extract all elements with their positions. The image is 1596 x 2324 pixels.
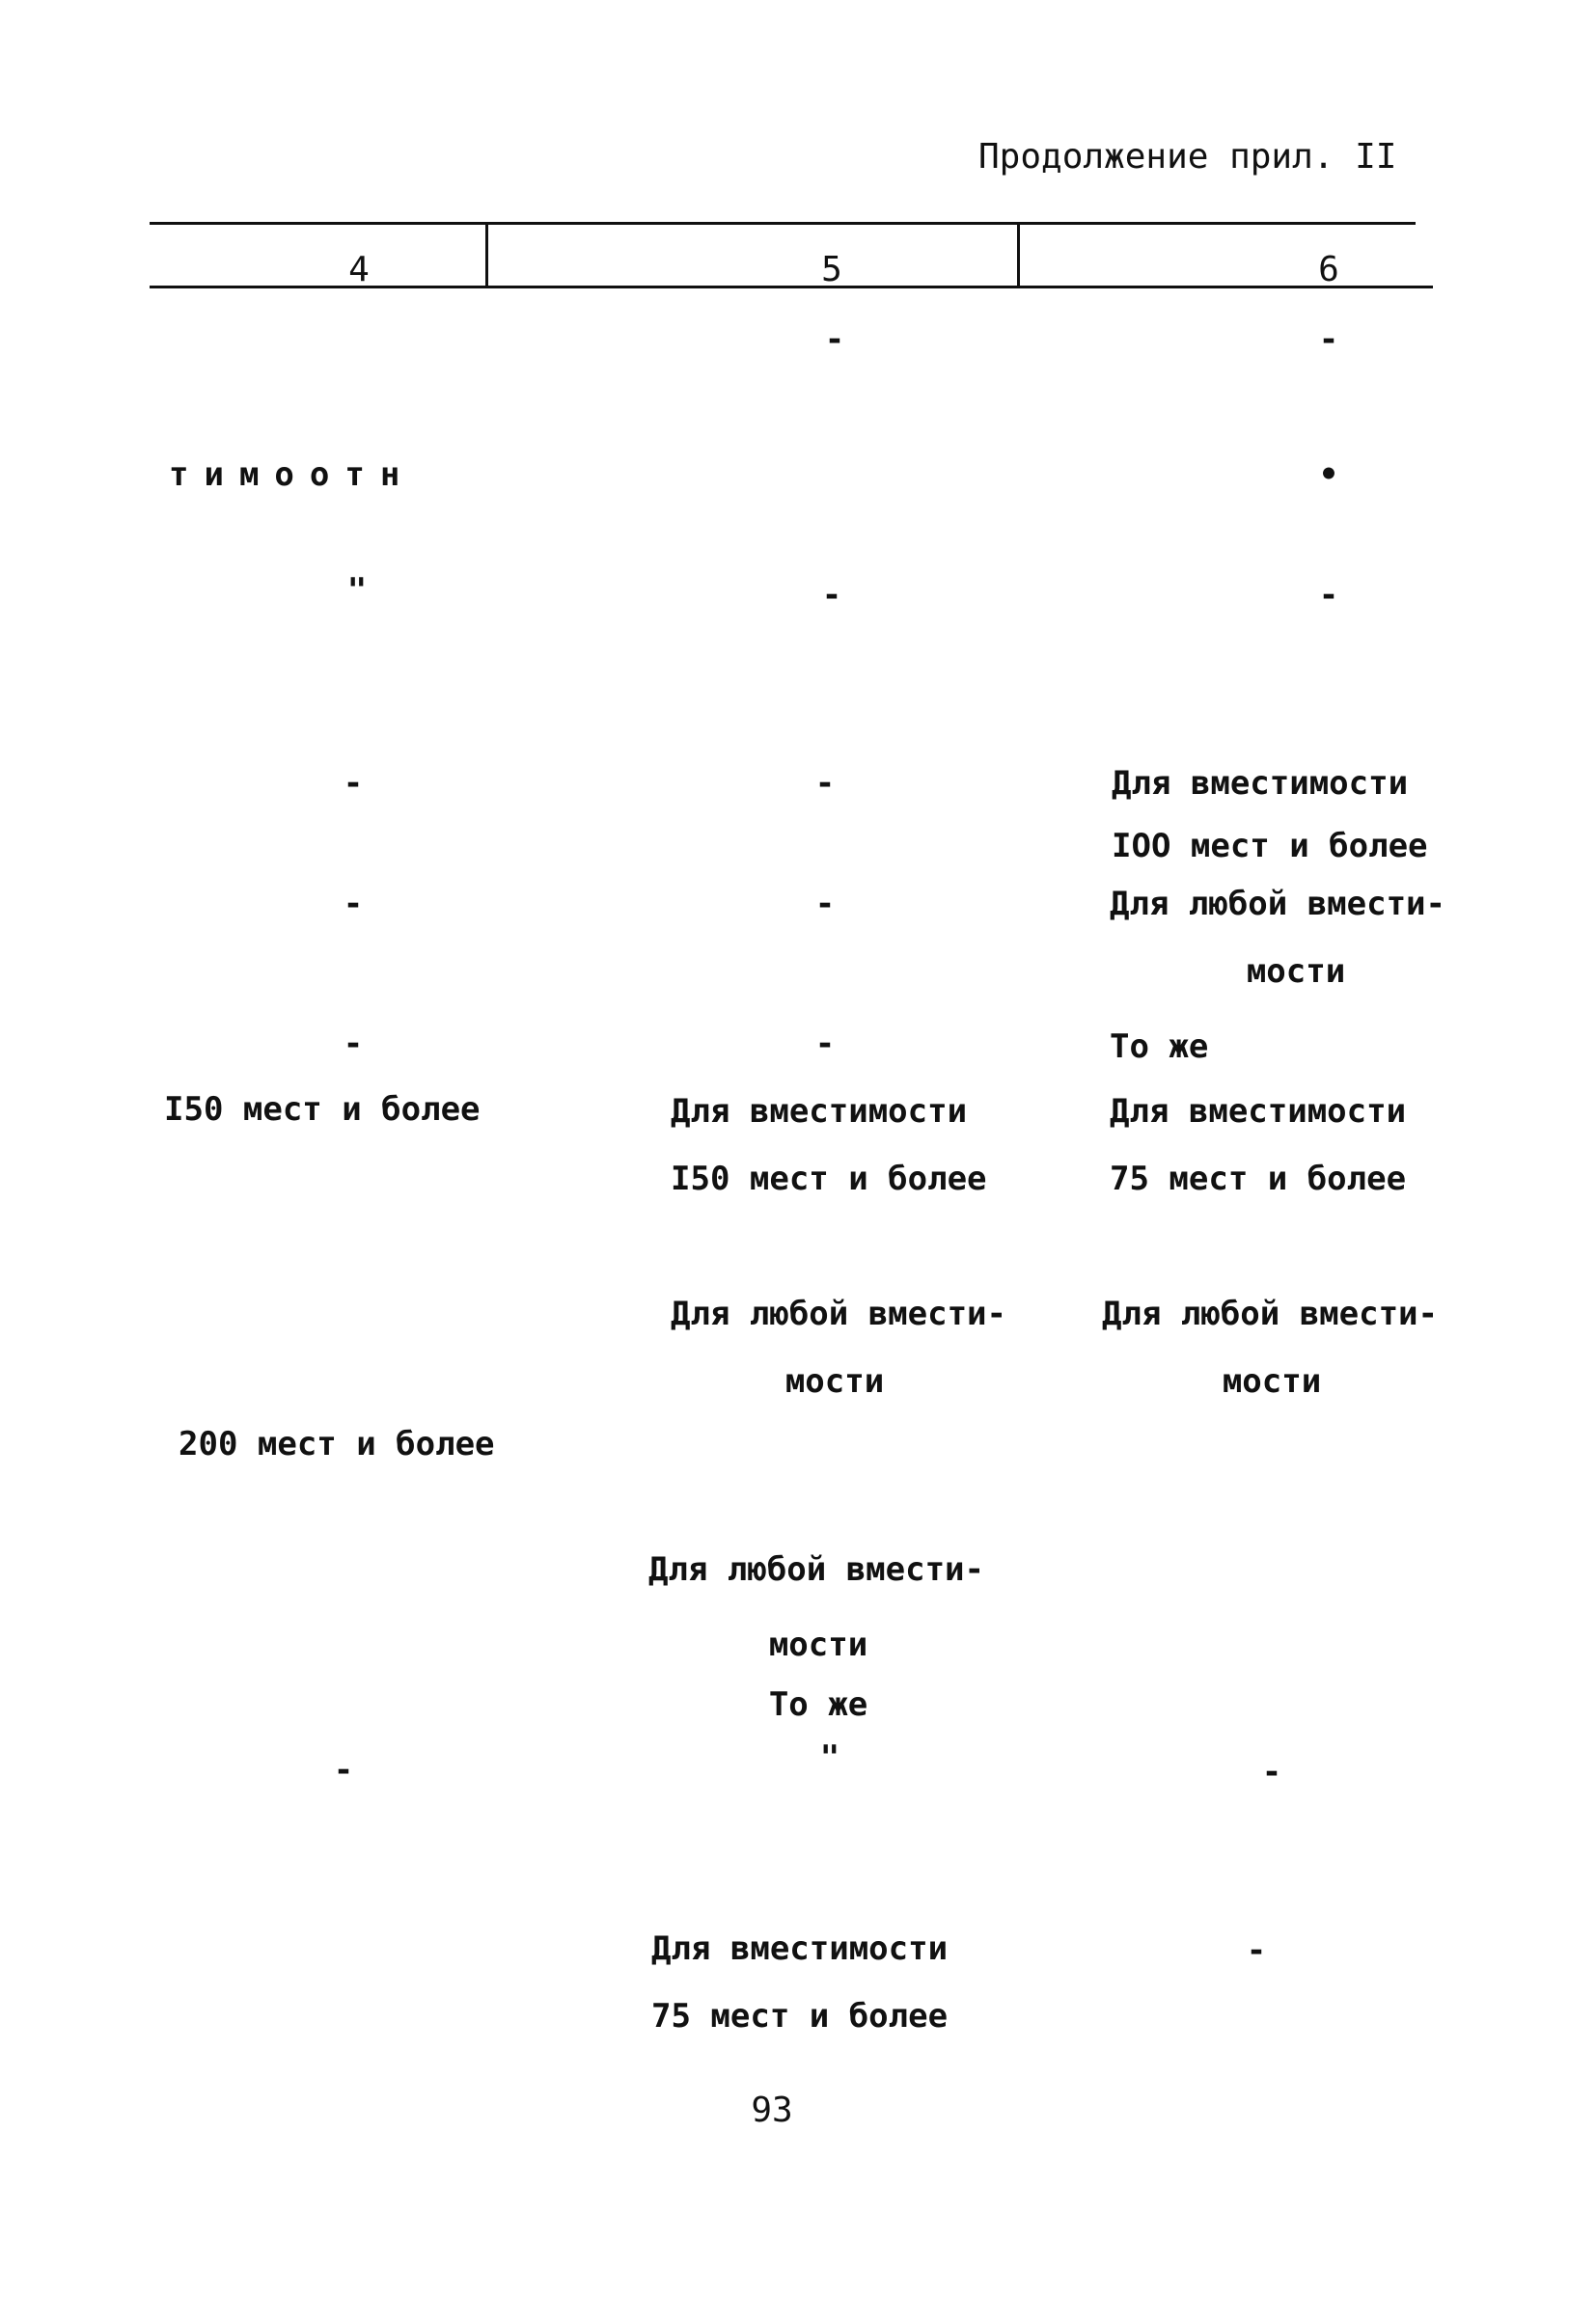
cell-r9-c4: 200 мест и более xyxy=(179,1425,495,1463)
table-top-rule xyxy=(150,222,1416,225)
cell-r8-c5-line1: Для любой вмести- xyxy=(671,1295,1006,1333)
cell-r12-c6: - xyxy=(1246,1931,1267,1970)
column-header-6: 6 xyxy=(1318,250,1339,289)
continuation-header: Продолжение прил. II xyxy=(978,137,1397,177)
cell-r6-c5: - xyxy=(814,1025,836,1063)
column-divider-1 xyxy=(485,222,488,288)
cell-r10-c5-line2: мости xyxy=(768,1626,868,1664)
table-header-bottom-rule xyxy=(150,286,1433,288)
cell-r3-c4: " xyxy=(346,571,368,610)
column-header-5: 5 xyxy=(821,250,842,289)
cell-r2-c6: • xyxy=(1318,455,1339,494)
cell-r8-c6-line1: Для любой вмести- xyxy=(1102,1295,1438,1333)
cell-r7-c6-line2: 75 мест и более xyxy=(1110,1160,1407,1198)
cell-r4-c6-line2: IOO мест и более xyxy=(1112,827,1428,865)
cell-r7-c4: I50 мест и более xyxy=(164,1090,481,1129)
cell-r11-c6: - xyxy=(1261,1753,1282,1791)
cell-r12-c5-line1: Для вместимости xyxy=(651,1929,949,1968)
cell-r11-c4: - xyxy=(333,1751,354,1790)
cell-r7-c6-line1: Для вместимости xyxy=(1110,1092,1407,1131)
cell-r2-c4: тимоотн xyxy=(169,455,416,494)
cell-r5-c4: - xyxy=(343,885,364,923)
cell-r6-c4: - xyxy=(343,1025,364,1063)
cell-r4-c6-line1: Для вместимости xyxy=(1112,764,1409,803)
cell-r4-c4: - xyxy=(343,764,364,803)
cell-r10-c5-line3: То же xyxy=(768,1685,868,1724)
cell-r1-c5: - xyxy=(824,320,845,359)
cell-r1-c6: - xyxy=(1318,320,1339,359)
cell-r4-c5: - xyxy=(814,764,836,803)
cell-r10-c5-line1: Для любой вмести- xyxy=(648,1550,984,1589)
column-divider-2 xyxy=(1017,222,1020,288)
cell-r6-c6: То же xyxy=(1110,1027,1209,1066)
cell-r5-c5: - xyxy=(814,885,836,923)
page-number: 93 xyxy=(751,2091,793,2130)
cell-r12-c5-line2: 75 мест и более xyxy=(651,1997,949,2036)
cell-r11-c5: " xyxy=(819,1738,840,1777)
cell-r8-c5-line2: мости xyxy=(784,1362,885,1401)
cell-r5-c6-line1: Для любой вмести- xyxy=(1110,885,1445,923)
cell-r3-c5: - xyxy=(821,576,842,615)
cell-r7-c5-line2: I50 мест и более xyxy=(671,1160,987,1198)
cell-r3-c6: - xyxy=(1318,576,1339,615)
cell-r7-c5-line1: Для вместимости xyxy=(671,1092,968,1131)
column-header-4: 4 xyxy=(348,250,370,289)
cell-r8-c6-line2: мости xyxy=(1222,1362,1322,1401)
cell-r5-c6-line2: мости xyxy=(1246,952,1346,991)
